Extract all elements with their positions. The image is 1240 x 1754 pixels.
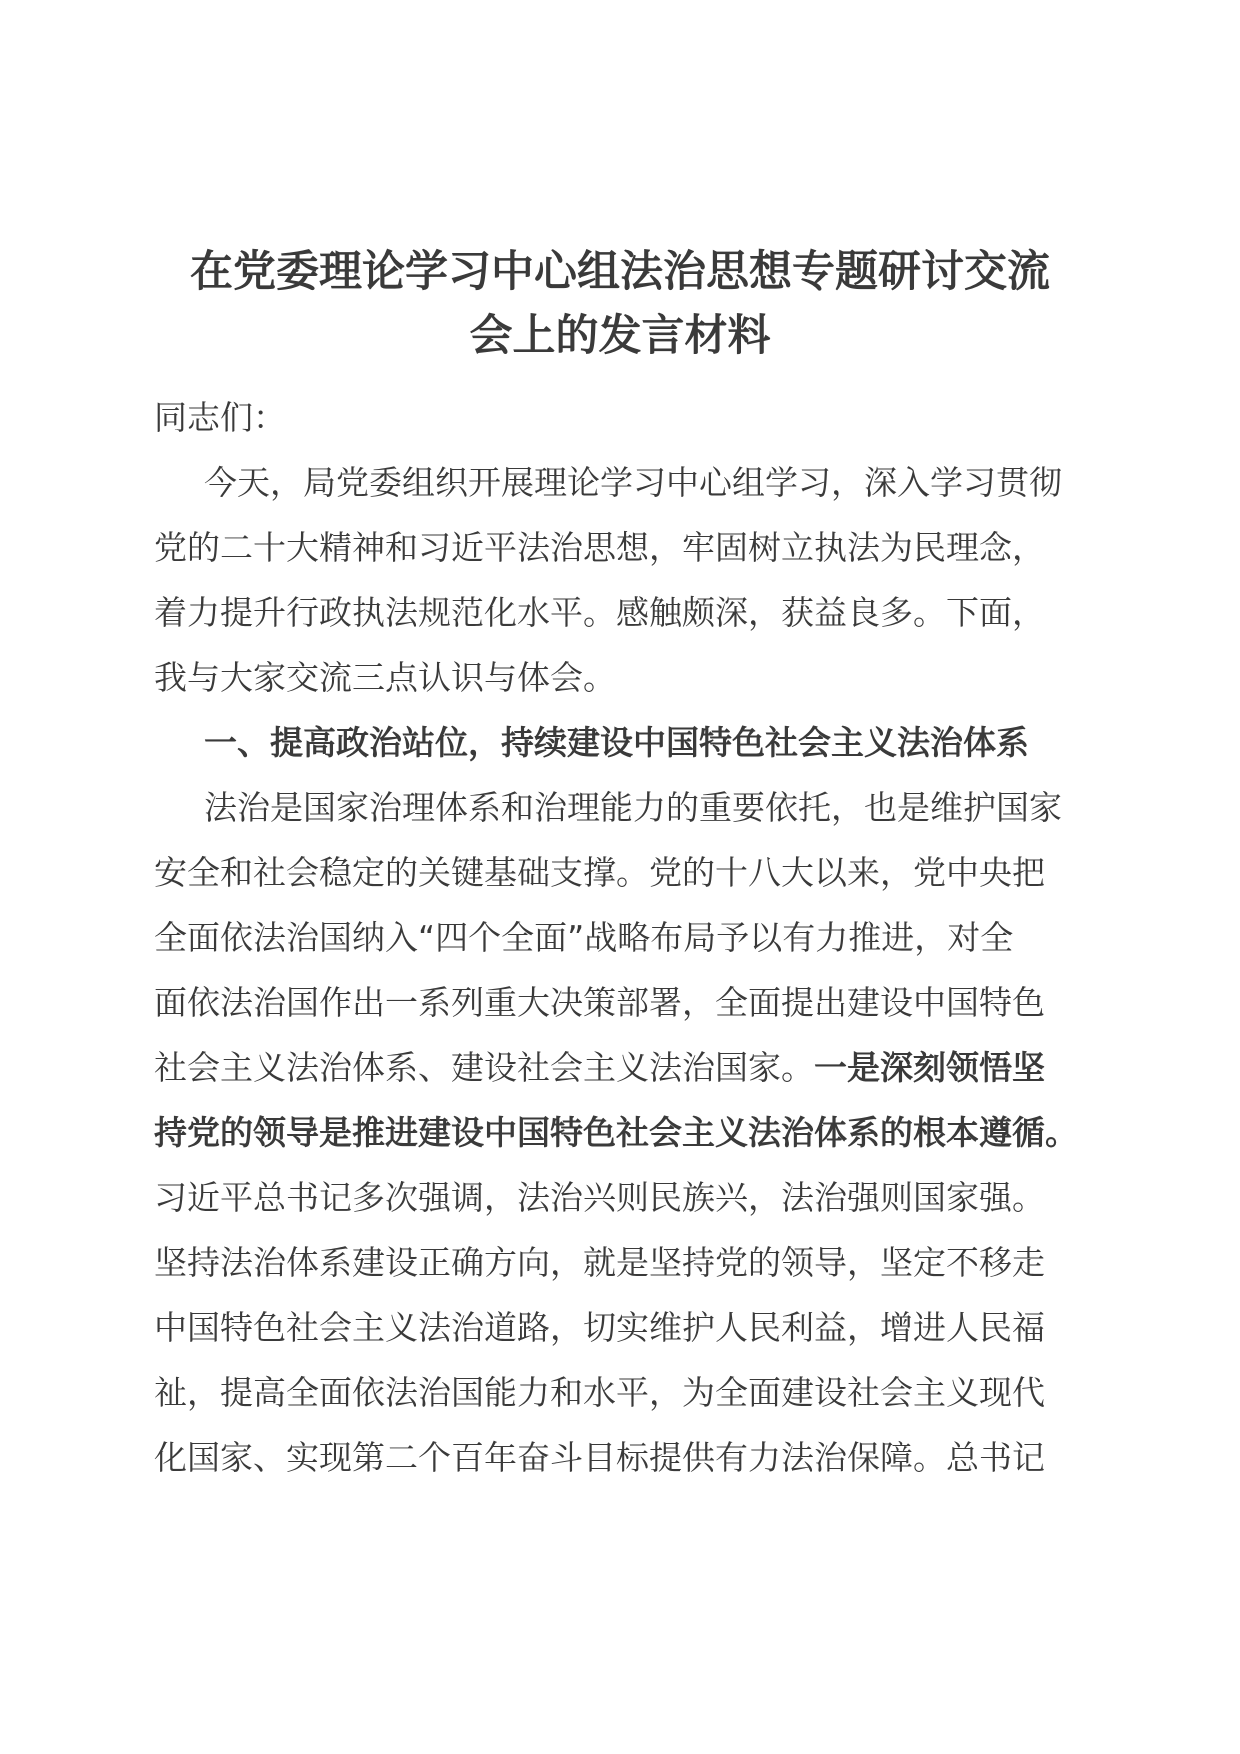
section1-line-5 [154,1035,1094,1100]
section1-line-6: 持党的领导是推进建设中国特色社会主义法治体系的根本遵循。 [154,1113,1078,1152]
section1-line-2: 安全和社会稳定的关键基础支撑。党的十八大以来，党中央把 [154,853,1045,892]
section1-line-11: 化国家、实现第二个百年奋斗目标提供有力法治保障。总书记 [154,1438,1045,1477]
title-line-2: 会上的发言材料 [469,311,771,361]
document-body [154,385,1094,1490]
section1-line-1: 法治是国家治理体系和治理能力的重要依托，也是维护国家 [204,788,1062,827]
section1-line-4: 面依法治国作出一系列重大决策部署，全面提出建设中国特色 [154,983,1045,1022]
intro-line-1: 今天，局党委组织开展理论学习中心组学习，深入学习贯彻 [204,463,1062,502]
section1-line-5-normal: 社会主义法治体系、建设社会主义法治国家。 [154,1048,814,1087]
document-title [150,240,1090,368]
intro-line-3: 着力提升行政执法规范化水平。感触颇深，获益良多。下面， [154,593,1045,632]
intro-line-2: 党的二十大精神和习近平法治思想，牢固树立执法为民理念， [154,528,1045,567]
section1-line-5-bold: 一是深刻领悟坚 [814,1048,1045,1087]
section1-line-8: 坚持法治体系建设正确方向，就是坚持党的领导，坚定不移走 [154,1243,1045,1282]
salutation: 同志们： [154,398,286,437]
section1-line-3: 全面依法治国纳入“四个全面”战略布局予以有力推进，对全 [154,918,1014,957]
section1-line-7: 习近平总书记多次强调，法治兴则民族兴，法治强则国家强。 [154,1178,1045,1217]
section-heading-1: 一、提高政治站位，持续建设中国特色社会主义法治体系 [204,723,1029,762]
section1-line-9: 中国特色社会主义法治道路，切实维护人民利益，增进人民福 [154,1308,1045,1347]
intro-line-4: 我与大家交流三点认识与体会。 [154,658,616,697]
section1-line-10: 祉，提高全面依法治国能力和水平，为全面建设社会主义现代 [154,1373,1045,1412]
title-line-1: 在党委理论学习中心组法治思想专题研讨交流 [190,247,1050,297]
